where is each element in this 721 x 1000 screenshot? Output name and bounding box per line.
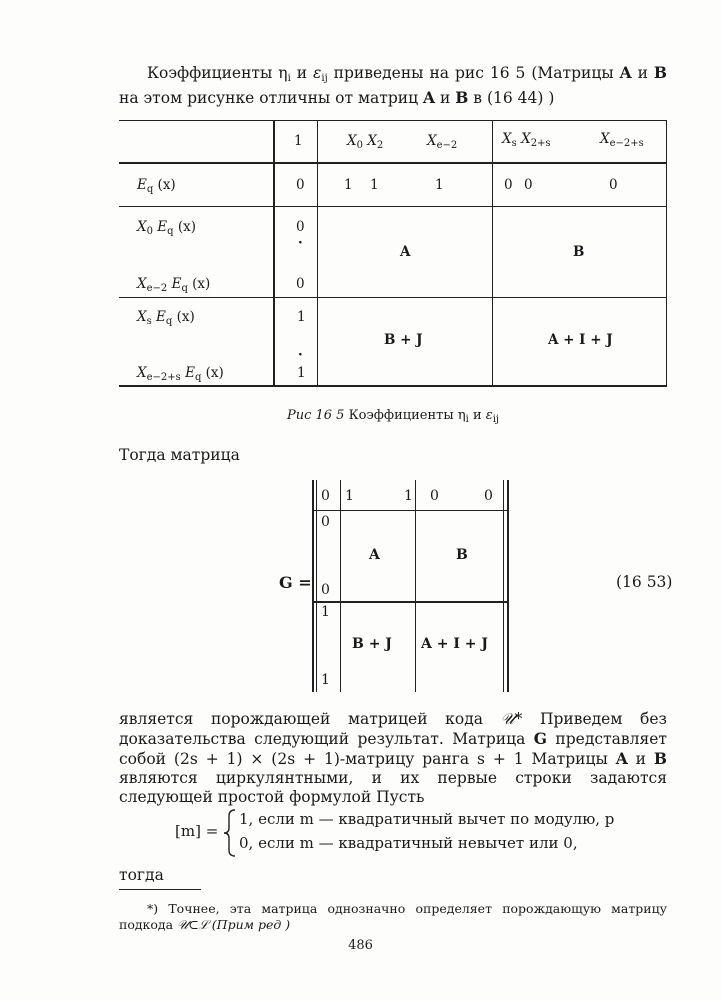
- block-a: A: [400, 244, 411, 260]
- cell: 0: [296, 219, 305, 235]
- block-b: B: [573, 244, 585, 260]
- cell: 1: [370, 177, 379, 193]
- col-header-xe2: $X_{e-2}$: [427, 133, 458, 151]
- row-label-x0eq: $X_0$ $E_q$ (x): [137, 219, 197, 237]
- block-a-plus-i-plus-j: A + I + J: [421, 636, 488, 652]
- block-a: A: [369, 547, 380, 563]
- cell: 0: [504, 177, 513, 193]
- cell: 1: [435, 177, 444, 193]
- block-a-plus-i-plus-j: A + I + J: [548, 332, 613, 348]
- block-b: B: [456, 547, 468, 563]
- legendre-formula: [175, 808, 655, 858]
- cell: 0: [296, 177, 305, 193]
- cell: 0: [430, 488, 439, 504]
- brace-icon: [223, 808, 237, 858]
- matrix-g: [312, 480, 508, 692]
- cell: 1: [321, 672, 330, 688]
- ellipsis-dot: ·: [298, 235, 303, 251]
- coefficients-table: [119, 120, 667, 388]
- cell: 0: [321, 514, 330, 530]
- footnote-rule: [119, 889, 201, 890]
- cell: 0: [524, 177, 533, 193]
- cell: 1: [297, 365, 306, 381]
- equation-number: (16 53): [616, 573, 673, 591]
- result-paragraph: является порождающей матрицей кода 𝒰* Приведем без доказательства следующий результат. Матрица G представляет собой (2s + 1) × (2s + 1)-матрицу ранга s + 1 Матрицы A и B являются циркулянтными, и их первые строки задаются следующей простой формулой Пусть: [119, 710, 667, 806]
- then2-text: тогда: [119, 866, 164, 884]
- row-label-xseq: $X_s$ $E_q$ (x): [137, 309, 195, 327]
- cell: 0: [321, 582, 330, 598]
- col-header-xe2s: $X_{e-2+s}$: [600, 131, 644, 149]
- page-number: 486: [348, 938, 373, 953]
- footnote: *) Точнее, эта матрица однозначно определяет порождающую матрицу подкода 𝒰⊂ℒ (Прим ред ): [119, 901, 667, 932]
- cell: 0: [321, 488, 330, 504]
- block-b-plus-j: B + J: [384, 332, 423, 348]
- cell: 1: [344, 177, 353, 193]
- formula-case-1: 1, если m — квадратичный вычет по модулю, p: [239, 810, 615, 828]
- cell: 1: [321, 604, 330, 620]
- col-header-1: 1: [294, 133, 303, 149]
- figure-caption: Рис 16 5 Коэффициенты $\eta_i$ и $\varepsilon_{ij}$: [286, 408, 500, 425]
- row-label-xe2eq: $X_{e-2}$ $E_q$ (x): [137, 276, 211, 294]
- cell: 1: [345, 488, 354, 504]
- matrix-g-label: G =: [279, 573, 312, 592]
- cell: 0: [484, 488, 493, 504]
- block-b-plus-j: B + J: [352, 636, 392, 652]
- cell: 0: [296, 276, 305, 292]
- formula-lhs: [m] =: [175, 822, 219, 840]
- intro-paragraph: Коэффициенты $\eta_i$ и $\varepsilon_{ij}$ приведены на рис 16 5 (Матрицы A и B на этом рисунке отличны от матриц A и B в (16 44) ): [119, 63, 668, 107]
- col-header-xs-x2s: $X_s$ $X_{2+s}$: [502, 131, 551, 149]
- cell: 1: [297, 309, 306, 325]
- ellipsis-dot: ·: [298, 347, 303, 363]
- formula-case-2: 0, если m — квадратичный невычет или 0,: [239, 834, 578, 852]
- cell: 1: [404, 488, 413, 504]
- cell: 0: [609, 177, 618, 193]
- row-label-eq: $E_q$ (x): [137, 177, 176, 195]
- then-text: Тогда матрица: [119, 446, 240, 464]
- col-header-x0-x2: $X_0$ $X_2$: [347, 133, 384, 151]
- row-label-xe2seq: $X_{e-2+s}$ $E_q$ (x): [137, 365, 224, 383]
